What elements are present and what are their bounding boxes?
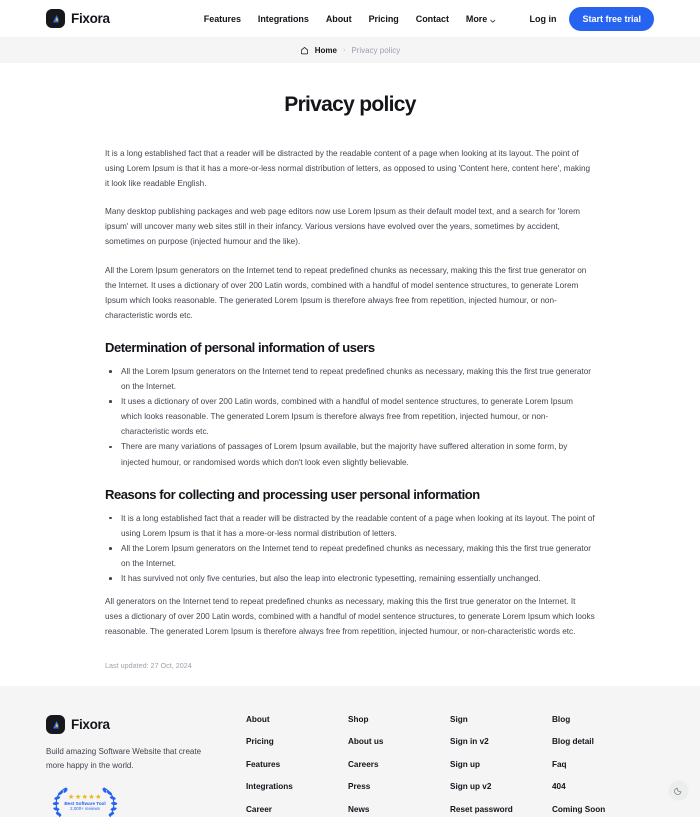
footer-column-shop bbox=[348, 715, 450, 817]
footer-link-careers[interactable]: Careers bbox=[348, 759, 379, 769]
nav-link-label: Features bbox=[203, 13, 241, 24]
brand-logo[interactable] bbox=[46, 9, 110, 28]
footer-link-coming-soon[interactable]: Coming Soon bbox=[552, 804, 606, 814]
footer-brand-column bbox=[46, 715, 246, 817]
list-item: It is a long established fact that a reader will be distracted by the readable content of a page when looking at its layout. The point of using Lorem Ipsum is that it has a more-or-less normal distribution of letters. bbox=[105, 511, 595, 541]
fixora-flame-logo-icon bbox=[46, 9, 65, 28]
footer-link-integrations[interactable]: Integrations bbox=[246, 782, 293, 792]
footer-link-columns bbox=[246, 715, 654, 817]
footer-link-career[interactable]: Career bbox=[246, 804, 272, 814]
nav-link-features[interactable] bbox=[204, 14, 241, 24]
footer-link-faq[interactable]: Faq bbox=[552, 759, 567, 769]
section-heading-determination: Determination of personal information of users bbox=[105, 339, 375, 355]
footer-link-about[interactable]: About bbox=[246, 715, 270, 724]
breadcrumb-separator: › bbox=[342, 46, 346, 54]
nav-actions bbox=[529, 7, 654, 31]
badge-title: Best Software Tool bbox=[64, 800, 106, 806]
breadcrumb-home-link[interactable]: Home bbox=[314, 45, 337, 55]
footer-link-sign-up-v2[interactable]: Sign up v2 bbox=[450, 782, 492, 792]
footer-link-blog-detail[interactable]: Blog detail bbox=[552, 737, 594, 747]
footer-link-reset-password[interactable]: Reset password bbox=[450, 804, 513, 814]
footer-link-features[interactable]: Features bbox=[246, 759, 281, 769]
nav-link-pricing[interactable] bbox=[369, 14, 399, 24]
section-bullet-list bbox=[105, 364, 595, 470]
footer-link-sign-in-v2[interactable]: Sign in v2 bbox=[450, 737, 489, 747]
footer-brand-logo[interactable] bbox=[46, 715, 246, 734]
footer-link-404[interactable]: 404 bbox=[552, 782, 566, 792]
nav-link-label: Pricing bbox=[368, 13, 399, 24]
best-software-tool-badge bbox=[46, 784, 124, 817]
home-icon bbox=[300, 46, 309, 55]
footer-tagline: Build amazing Software Website that create more happy in the world. bbox=[46, 747, 202, 770]
last-updated-text: Last updated: 27 Oct, 2024 bbox=[105, 661, 192, 671]
footer-column-resources bbox=[552, 715, 654, 817]
site-footer bbox=[0, 686, 700, 817]
list-item: There are many variations of passages of Lorem Ipsum available, but the majority have suffered alteration in some form, by injected humour, or randomised words which don't look even slightly believable. bbox=[105, 439, 595, 469]
footer-column-auth bbox=[450, 715, 552, 817]
footer-link-sign[interactable]: Sign bbox=[450, 715, 468, 724]
footer-link-blog[interactable]: Blog bbox=[552, 715, 571, 724]
nav-link-contact[interactable] bbox=[416, 14, 449, 24]
footer-link-about-us[interactable]: About us bbox=[348, 737, 384, 747]
footer-link-sign-up[interactable]: Sign up bbox=[450, 759, 481, 769]
closing-paragraph: All generators on the Internet tend to repeat predefined chunks as necessary, making this the first true generator on the Internet. It uses a dictionary of over 200 Latin words, combined with a handful of model sentence structures, to generate Lorem Ipsum which looks reasonable. The generated Lorem Ipsum is therefore always free from repetition, injected humour, or non-characteristic words etc. bbox=[105, 597, 595, 637]
list-item: All the Lorem Ipsum generators on the Internet tend to repeat predefined chunks as necessary, making this the first true generator on the Internet. bbox=[105, 541, 595, 571]
footer-link-pricing[interactable]: Pricing bbox=[246, 737, 274, 747]
footer-link-shop[interactable]: Shop bbox=[348, 715, 369, 724]
brand-name: Fixora bbox=[71, 11, 110, 26]
moon-icon bbox=[674, 782, 683, 800]
fixora-flame-logo-icon bbox=[46, 715, 65, 734]
list-item: It has survived not only five centuries, but also the leap into electronic typesetting, remaining essentially unchanged. bbox=[105, 571, 595, 586]
nav-link-integrations[interactable] bbox=[258, 14, 309, 24]
footer-brand-name: Fixora bbox=[71, 717, 110, 732]
section-heading-reasons: Reasons for collecting and processing user personal information bbox=[105, 486, 480, 502]
nav-link-label: More bbox=[465, 13, 488, 24]
login-link[interactable]: Log in bbox=[529, 13, 557, 24]
page-title: Privacy policy bbox=[284, 93, 416, 116]
nav-link-label: About bbox=[325, 13, 352, 24]
nav-links bbox=[204, 14, 496, 24]
start-free-trial-button[interactable]: Start free trial bbox=[569, 7, 654, 31]
nav-link-label: Integrations bbox=[257, 13, 309, 24]
section-bullet-list bbox=[105, 511, 595, 586]
footer-link-press[interactable]: Press bbox=[348, 782, 371, 792]
footer-link-news[interactable]: News bbox=[348, 804, 370, 814]
badge-subtitle: 2,000+ reviews bbox=[70, 806, 100, 812]
intro-paragraph: It is a long established fact that a reader will be distracted by the readable content of a page when looking at its layout. The point of using Lorem Ipsum is that it has a more-or-less normal distribution of letters, as opposed to using 'Content here, content here', making it look like readable English. bbox=[105, 149, 591, 189]
star-rating-icon: ★★★★★ bbox=[68, 793, 102, 801]
intro-paragraph: Many desktop publishing packages and web page editors now use Lorem Ipsum as their default model text, and a search for 'lorem ipsum' will uncover many web sites still in their infancy. Various versions have evolved over the years, sometimes by accident, sometimes on purpose (injected humour and the like). bbox=[105, 207, 580, 247]
intro-paragraph: All the Lorem Ipsum generators on the Internet tend to repeat predefined chunks as necessary, making this the first true generator on the Internet. It uses a dictionary of over 200 Latin words, combined with a handful of model sentence structures, to generate Lorem Ipsum which looks reasonable. The generated Lorem Ipsum is therefore always free from repetition, injected humour, or non-characteristic words etc. bbox=[105, 265, 587, 320]
footer-column-company bbox=[246, 715, 348, 817]
nav-link-label: Contact bbox=[415, 13, 449, 24]
list-item: It uses a dictionary of over 200 Latin words, combined with a handful of model sentence structures, to generate Lorem Ipsum which looks reasonable. The generated Lorem Ipsum is therefore always free from repetition, injected humour, or non-characteristic words etc. bbox=[105, 394, 595, 439]
breadcrumb bbox=[0, 37, 700, 63]
top-navbar bbox=[0, 0, 700, 37]
nav-link-more[interactable] bbox=[466, 14, 496, 24]
nav-link-about[interactable] bbox=[326, 14, 352, 24]
list-item: All the Lorem Ipsum generators on the Internet tend to repeat predefined chunks as necessary, making this the first true generator on the Internet. bbox=[105, 364, 595, 394]
theme-toggle-button[interactable] bbox=[669, 781, 688, 800]
main-content bbox=[0, 63, 700, 686]
chevron-down-icon bbox=[490, 16, 496, 22]
breadcrumb-current: Privacy policy bbox=[351, 45, 401, 55]
